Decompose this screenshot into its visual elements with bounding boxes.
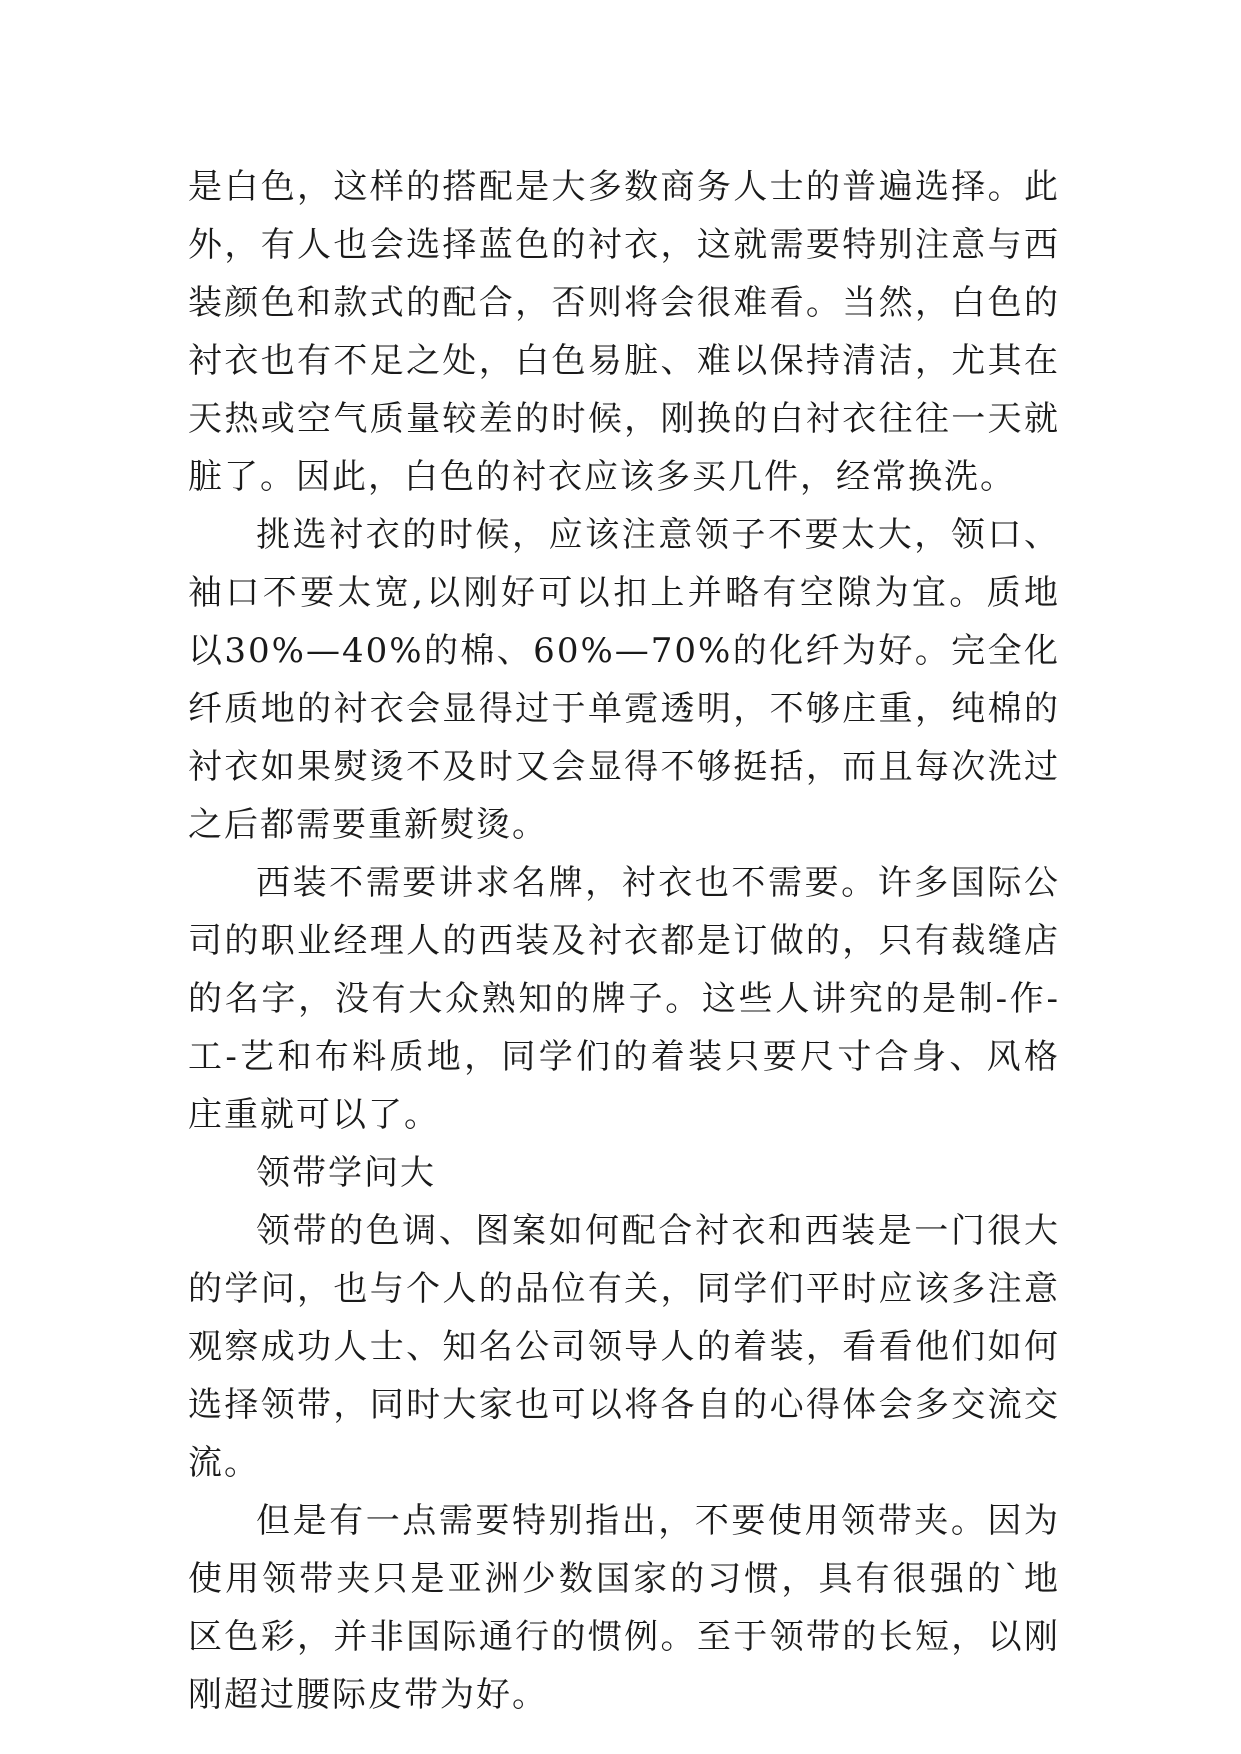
paragraph-shirt-selection: 挑选衬衣的时候，应该注意领子不要太大，领口、袖口不要太宽,以刚好可以扣上并略有空隙为宜。质地以30%—40%的棉、60%—70%的化纤为好。完全化纤质地的衬衣会显得过于单霓透明，不够庄重，纯棉的衬衣如果熨烫不及时又会显得不够挺括，而且每次洗过之后都需要重新熨烫。 [188, 515, 1060, 845]
document-body [188, 158, 1060, 1724]
paragraph-shirt-color: 是白色，这样的搭配是大多数商务人士的普遍选择。此外，有人也会选择蓝色的衬衣，这就需要特别注意与西装颜色和款式的配合，否则将会很难看。当然，白色的衬衣也有不足之处，白色易脏、难以保持清洁，尤其在天热或空气质量较差的时候，刚换的白衬衣往往一天就脏了。因此，白色的衬衣应该多买几件，经常换洗。 [188, 167, 1060, 497]
paragraph-tie-matching: 领带的色调、图案如何配合衬衣和西装是一门很大的学问，也与个人的品位有关，同学们平时应该多注意观察成功人士、知名公司领导人的着装，看看他们如何选择领带，同时大家也可以将各自的心得体会多交流交流。 [188, 1211, 1060, 1483]
paragraph-brand: 西装不需要讲求名牌，衬衣也不需要。许多国际公司的职业经理人的西装及衬衣都是订做的，只有裁缝店的名字，没有大众熟知的牌子。这些人讲究的是制-作-工-艺和布料质地，同学们的着装只要尺寸合身、风格庄重就可以了。 [188, 863, 1060, 1135]
section-heading-tie: 领带学问大 [256, 1153, 436, 1193]
paragraph-tie-clip: 但是有一点需要特别指出，不要使用领带夹。因为使用领带夹只是亚洲少数国家的习惯，具有很强的`地区色彩，并非国际通行的惯例。至于领带的长短，以刚刚超过腰际皮带为好。 [188, 1501, 1060, 1715]
